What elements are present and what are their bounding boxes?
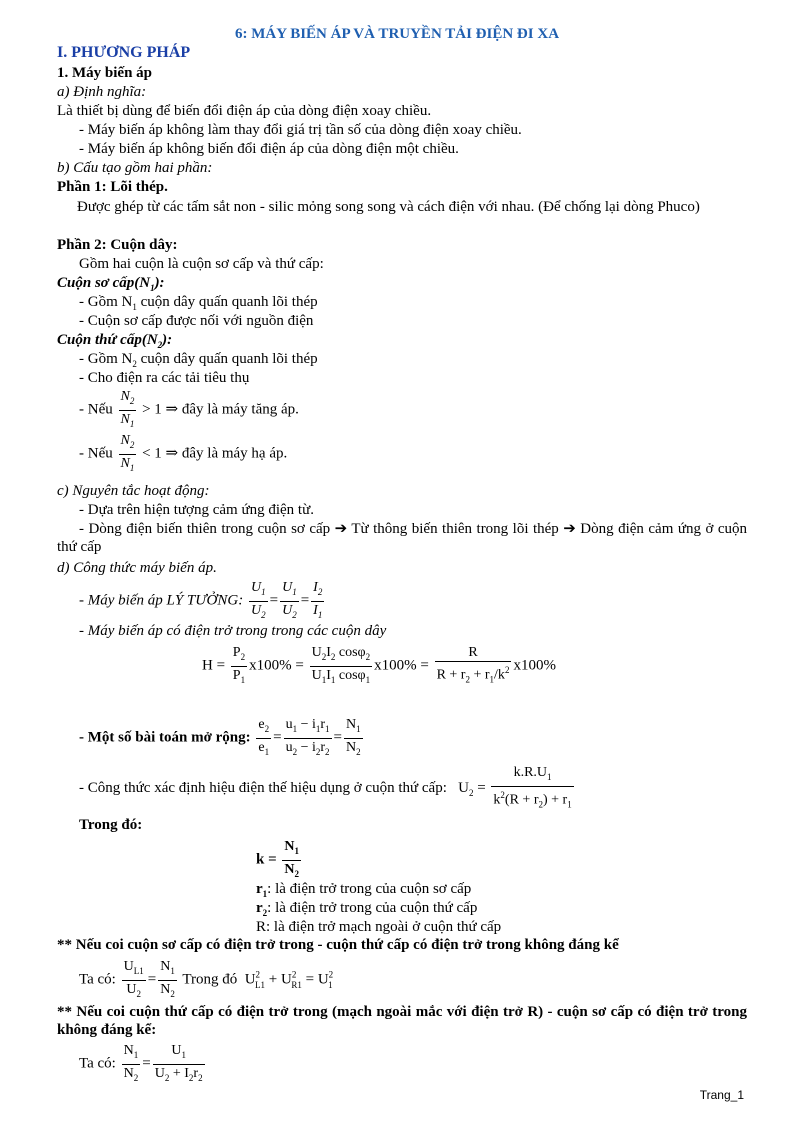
- r2-text: : là điện trở trong của cuộn thứ cấp: [267, 900, 478, 916]
- page-title: 6: MÁY BIẾN ÁP VÀ TRUYỀN TẢI ĐIỆN ĐI XA: [234, 26, 560, 42]
- ideal-label: - Máy biến áp LÝ TƯỞNG:: [79, 592, 244, 609]
- efficiency-formula: H = $\frac{P_2}{P_1}$ x100% = $\frac{U_2I_2 \cos\varphi_2}{U_1I_1 \cos\varphi_1}$ x100% = $\frac{R}{R + r_2 + r_1/k^2}$ x100%: [202, 644, 556, 689]
- e2-e1-fraction: $\frac{e_2}{e_1}$: [258, 717, 270, 757]
- r2-sub: 2: [262, 908, 268, 918]
- R-definition: R: là điện trở mạch ngoài ở cuộn thứ cấp: [256, 919, 502, 935]
- secondary-voltage-formula: - Công thức xác định hiệu điện thế hiệu dụng ở cuộn thứ cấp: $U_2$ = $\frac{k.R.U_1}{k^2(R + r_2) + r_1}$: [79, 764, 576, 813]
- secondary-bullet-1-b: cuộn dây quấn quanh lõi thép: [136, 351, 318, 367]
- r2-symbol: r: [256, 900, 263, 916]
- primary-coil-label: Cuộn sơ cấp(N: [57, 275, 151, 291]
- taco-label: Ta có:: [79, 1055, 116, 1072]
- note-primary-resistance: ** Nếu coi cuộn sơ cấp có điện trở trong - cuộn thứ cấp có điện trở trong không đáng kể: [57, 937, 619, 953]
- if-label: - Nếu: [79, 445, 113, 462]
- taco-label: Ta có:: [79, 971, 116, 988]
- primary-resistance-formula: Ta có: $\frac{U_{L1}}{U_2}$ = $\frac{N_1}{N_2}$ Trong đó $U^2_{L1} + U^2_{R1} = U^2_1$: [79, 958, 333, 1003]
- principle-heading: c) Nguyên tắc hoạt động:: [57, 483, 210, 499]
- n1-n2-fraction: $\frac{N_1}{N_2}$: [160, 959, 175, 999]
- resistance-transformer-label: - Máy biến áp có điện trở trong trong các cuộn dây: [79, 623, 387, 639]
- n2-over-n1-fraction: $\frac{N_2}{N_1}$: [120, 389, 135, 429]
- u1-u2-i2r2-fraction: $\frac{U_1}{U_2 + I_2r_2}$: [154, 1043, 203, 1083]
- p2-p1-fraction: $\frac{P_2}{P_1}$: [232, 645, 246, 685]
- principle-bullet-2-text: - Dòng điện biến thiên trong cuộn sơ cấp ➔ Từ thông biến thiên trong lõi thép ➔ Dòng điện cảm ứng ở cuộn thứ cấp: [57, 521, 747, 555]
- k-fraction: $\frac{N_1}{N_2}$: [284, 839, 300, 879]
- secondary-resistance-formula: Ta có: $\frac{N_1}{N_2}$ = $\frac{U_1}{U_2 + I_2r_2}$: [79, 1042, 207, 1087]
- note-secondary-resistance: [57, 1003, 747, 1039]
- definition-heading: a) Định nghĩa:: [57, 84, 147, 100]
- u1-u2-fraction-2: $\frac{U_1}{U_2}$: [282, 580, 297, 620]
- u1-u2-fraction: $\frac{U_1}{U_2}$: [250, 580, 266, 620]
- where-label: Trong đó:: [79, 817, 143, 833]
- extended-formula: - Một số bài toán mở rộng: $\frac{e_2}{e_1}$ = $\frac{u_1 - i_1r_1}{u_2 - i_2r_2}$ = $\frac{N_1}{N_2}$: [79, 716, 365, 761]
- formula-heading: d) Công thức máy biến áp.: [57, 560, 217, 576]
- definition-bullet-2: - Máy biến áp không biến đổi điện áp của dòng điện một chiều.: [79, 141, 459, 157]
- r1-text: : là điện trở trong của cuộn sơ cấp: [267, 881, 472, 897]
- n1-n2-fraction: $\frac{N_1}{N_2}$: [346, 717, 361, 757]
- principle-bullet-1: - Dựa trên hiện tượng cảm ứng điện từ.: [79, 502, 314, 518]
- note-secondary-text: ** Nếu coi cuộn thứ cấp có điện trở trong (mạch ngoài mắc với điện trở R) - cuộn sơ cấp có điện trở trong không đáng kể:: [57, 1004, 747, 1038]
- secondary-bullet-2: - Cho điện ra các tải tiêu thụ: [79, 370, 250, 386]
- primary-bullet-2: - Cuộn sơ cấp được nối với nguồn điện: [79, 313, 314, 329]
- step-down-text: < 1 ⇒ đây là máy hạ áp.: [138, 445, 288, 462]
- secondary-bullet-1: - Gồm $N_2$ cuộn dây quấn quanh lõi thép: [79, 351, 318, 369]
- primary-bullet-1-b: cuộn dây quấn quanh lõi thép: [136, 294, 318, 310]
- secondary-coil-label: Cuộn thứ cấp(N: [57, 332, 158, 348]
- n1-n2-fraction: $\frac{N_1}{N_2}$: [123, 1043, 139, 1083]
- secondary-coil-sub: 2: [157, 340, 163, 350]
- principle-bullet-2: [57, 520, 747, 556]
- secondary-coil-end: ):: [162, 332, 173, 348]
- secondary-voltage-label: - Công thức xác định hiệu điện thế hiệu dụng ở cuộn thứ cấp:: [79, 780, 447, 797]
- step-up-text: > 1 ⇒ đây là máy tăng áp.: [138, 401, 299, 418]
- part1-text: [57, 198, 747, 216]
- u-i-r-fraction: $\frac{u_1 - i_1r_1}{u_2 - i_2r_2}$: [285, 717, 330, 757]
- primary-bullet-1: - Gồm $N_1$ cuộn dây quấn quanh lõi thép: [79, 294, 318, 312]
- if-label: - Nếu: [79, 401, 113, 418]
- where-inline: Trong đó: [182, 971, 238, 988]
- primary-coil-sub: 1: [150, 283, 155, 293]
- secondary-bullet-1-a: - Gồm N: [79, 351, 133, 367]
- u2-fraction: $\frac{k.R.U_1}{k^2(R + r_2) + r_1}$: [493, 765, 572, 810]
- resistance-fraction: $\frac{R}{R + r_2 + r_1/k^2}$: [436, 645, 510, 685]
- extended-label: - Một số bài toán mở rộng:: [79, 729, 251, 746]
- part2-text: Gồm hai cuộn là cuộn sơ cấp và thứ cấp:: [79, 256, 324, 272]
- definition-bullet-1: - Máy biến áp không làm thay đổi giá trị tần số của dòng điện xoay chiều.: [79, 122, 522, 138]
- i2-i1-fraction: $\frac{I_2}{I_1}$: [313, 580, 323, 620]
- primary-bullet-1-a: - Gồm N: [79, 294, 133, 310]
- r1-symbol: r: [256, 881, 263, 897]
- power-factor-fraction: $\frac{U_2I_2 \cos\varphi_2}{U_1I_1 \cos\varphi_1}$: [311, 645, 371, 685]
- n2-over-n1-fraction: $\frac{N_2}{N_1}$: [120, 433, 135, 473]
- section-heading: I. PHƯƠNG PHÁP: [57, 44, 191, 61]
- k-definition: k = $\frac{N_1}{N_2}$: [256, 838, 303, 883]
- page-number: Trang_1: [699, 1088, 744, 1102]
- structure-heading: b) Cấu tạo gồm hai phần:: [57, 160, 213, 176]
- part1-text-content: Được ghép từ các tấm sắt non - silic mỏng song song và cách điện với nhau. (Để chống lại dòng Phuco): [77, 199, 700, 215]
- part2-heading: Phần 2: Cuộn dây:: [57, 237, 178, 253]
- part1-heading: Phần 1: Lõi thép.: [57, 179, 168, 195]
- step-up-condition: [79, 388, 299, 433]
- definition-text: Là thiết bị dùng để biến đổi điện áp của dòng điện xoay chiều.: [57, 103, 432, 119]
- subsection-heading: 1. Máy biến áp: [57, 65, 153, 81]
- r1-sub: 1: [262, 889, 268, 899]
- ideal-transformer-formula: - Máy biến áp LÝ TƯỞNG: $\frac{U_1}{U_2}$ = $\frac{U_1}{U_2}$ = $\frac{I_2}{I_1}$: [79, 579, 326, 624]
- primary-coil-end: ):: [154, 275, 165, 291]
- step-down-condition: [79, 432, 287, 477]
- ul1-u2-fraction: $\frac{U_{L1}}{U_2}$: [123, 959, 144, 999]
